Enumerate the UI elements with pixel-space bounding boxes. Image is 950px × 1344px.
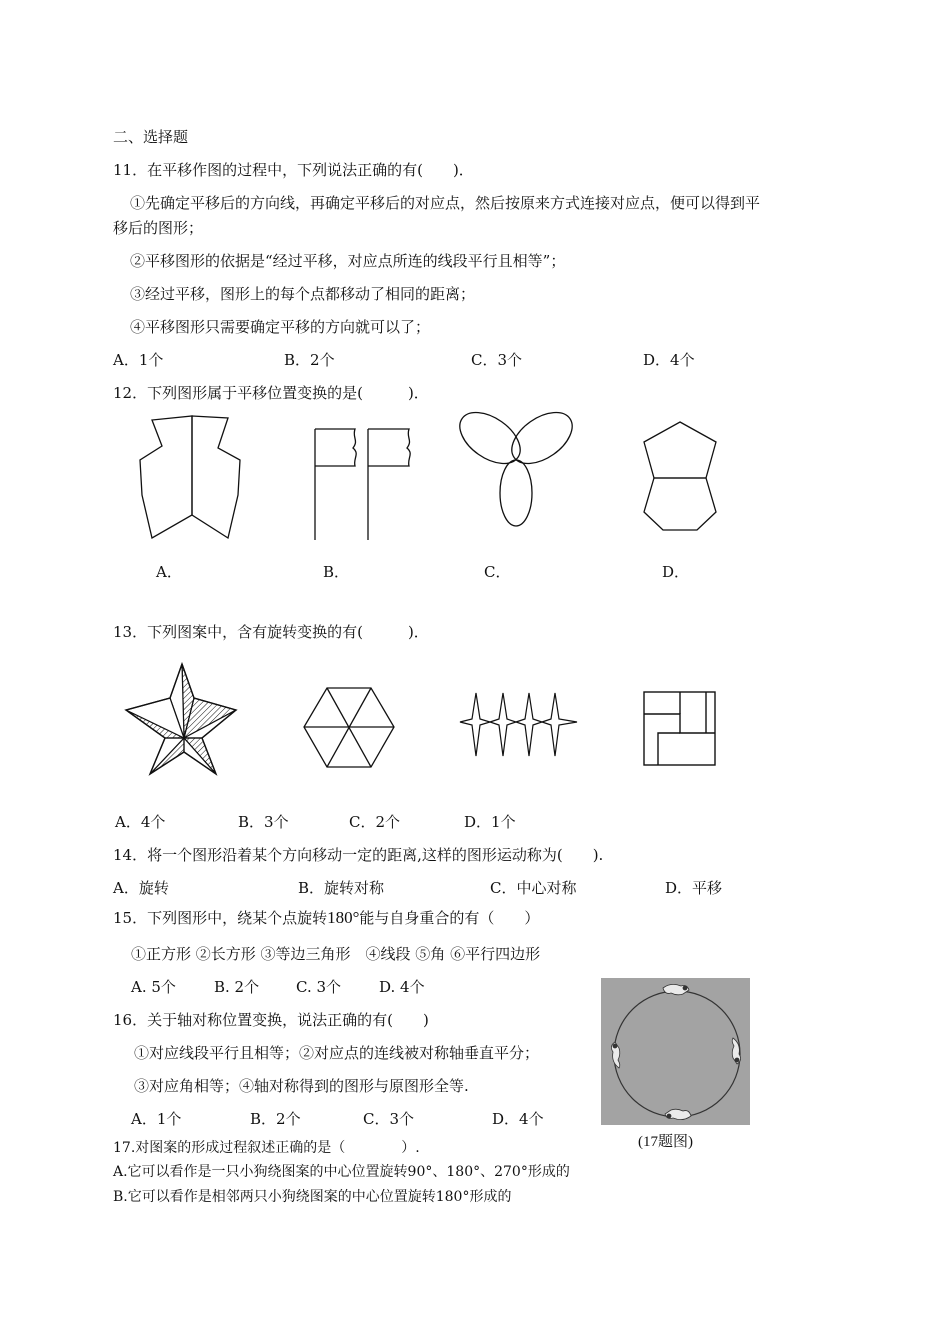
q16-statement-2: ③对应角相等；④轴对称得到的图形与原图形全等. <box>134 1077 469 1095</box>
q13-option-b: B．3个 <box>238 813 289 831</box>
q11-statement-4: ④平移图形只需要确定平移的方向就可以了； <box>130 318 431 336</box>
q16-option-c: C．3个 <box>363 1110 415 1128</box>
q12-stem: 12．下列图形属于平移位置变换的是( )． <box>113 384 429 402</box>
q15-angle: 180° <box>327 908 360 927</box>
q11-option-a: A．1个 <box>113 351 164 369</box>
q12-label-d: D． <box>662 563 690 581</box>
q15-items: ①正方形 ②长方形 ③等边三角形 ④线段 ⑤角 ⑥平行四边形 <box>131 945 541 963</box>
q13-square-figure <box>638 688 723 773</box>
q17-figure <box>601 978 750 1125</box>
q15-option-a: A. 5个 <box>131 978 176 996</box>
q15-stem-before: 15．下列图形中，绕某个点旋转 <box>113 909 328 927</box>
q15-stem-after: 能与自身重合的有（ ） <box>359 909 540 927</box>
q12-figure-c <box>455 410 580 535</box>
q14-option-d: D．平移 <box>665 879 723 897</box>
q17-option-b: B.它可以看作是相邻两只小狗绕图案的中心位置旋转180°形成的 <box>113 1189 512 1205</box>
q13-stem: 13．下列图案中，含有旋转变换的有( )． <box>113 623 429 641</box>
q15-option-c: C. 3个 <box>296 978 342 996</box>
q12-figure-a <box>130 410 250 550</box>
q11-option-d: D．4个 <box>643 351 695 369</box>
q17-figure-caption: (17题图) <box>638 1134 693 1150</box>
q13-option-d: D．1个 <box>464 813 516 831</box>
q12-figure-b <box>305 410 430 545</box>
q13-star-figure <box>120 660 245 780</box>
q12-label-b: B． <box>323 563 350 581</box>
q11-option-b: B．2个 <box>284 351 335 369</box>
q11-statement-2: ②平移图形的依据是“经过平移，对应点所连的线段平行且相等”； <box>130 252 566 270</box>
q16-stem: 16．关于轴对称位置变换，说法正确的有( ) <box>113 1011 429 1029</box>
q17-stem: 17.对图案的形成过程叙述正确的是（ ）. <box>113 1140 420 1156</box>
q13-option-c: C．2个 <box>349 813 401 831</box>
section-title: 二、选择题 <box>113 128 189 146</box>
q16-option-b: B．2个 <box>250 1110 301 1128</box>
q11-statement-3: ③经过平移，图形上的每个点都移动了相同的距离； <box>130 285 476 303</box>
q16-statement-1: ①对应线段平行且相等；②对应点的连线被对称轴垂直平分； <box>134 1044 540 1062</box>
q11-stem: 11．在平移作图的过程中，下列说法正确的有( )． <box>113 161 474 179</box>
q16-option-d: D．4个 <box>492 1110 544 1128</box>
q13-stars-row-figure <box>458 690 583 760</box>
q15-option-d: D. 4个 <box>379 978 425 996</box>
q16-option-a: A．1个 <box>131 1110 182 1128</box>
q12-label-a: A． <box>156 563 182 581</box>
q15-stem <box>113 908 539 928</box>
q11-statement-1-cont: 移后的图形； <box>113 219 204 237</box>
q14-option-b: B．旋转对称 <box>298 879 385 897</box>
q12-figure-d <box>635 420 730 535</box>
q17-option-a: A.它可以看作是一只小狗绕图案的中心位置旋转90°、180°、270°形成的 <box>113 1164 570 1180</box>
q11-statement-1: ①先确定平移后的方向线，再确定平移后的对应点，然后按原来方式连接对应点，便可以得到平 <box>130 194 761 212</box>
q13-hexagon-figure <box>300 685 400 775</box>
q14-option-a: A．旋转 <box>113 879 169 897</box>
q12-label-c: C． <box>484 563 511 581</box>
q14-option-c: C．中心对称 <box>490 879 577 897</box>
q15-option-b: B. 2个 <box>214 978 260 996</box>
q14-stem: 14．将一个图形沿着某个方向移动一定的距离,这样的图形运动称为( ). <box>113 846 604 864</box>
q11-option-c: C．3个 <box>471 351 523 369</box>
q13-option-a: A．4个 <box>115 813 166 831</box>
